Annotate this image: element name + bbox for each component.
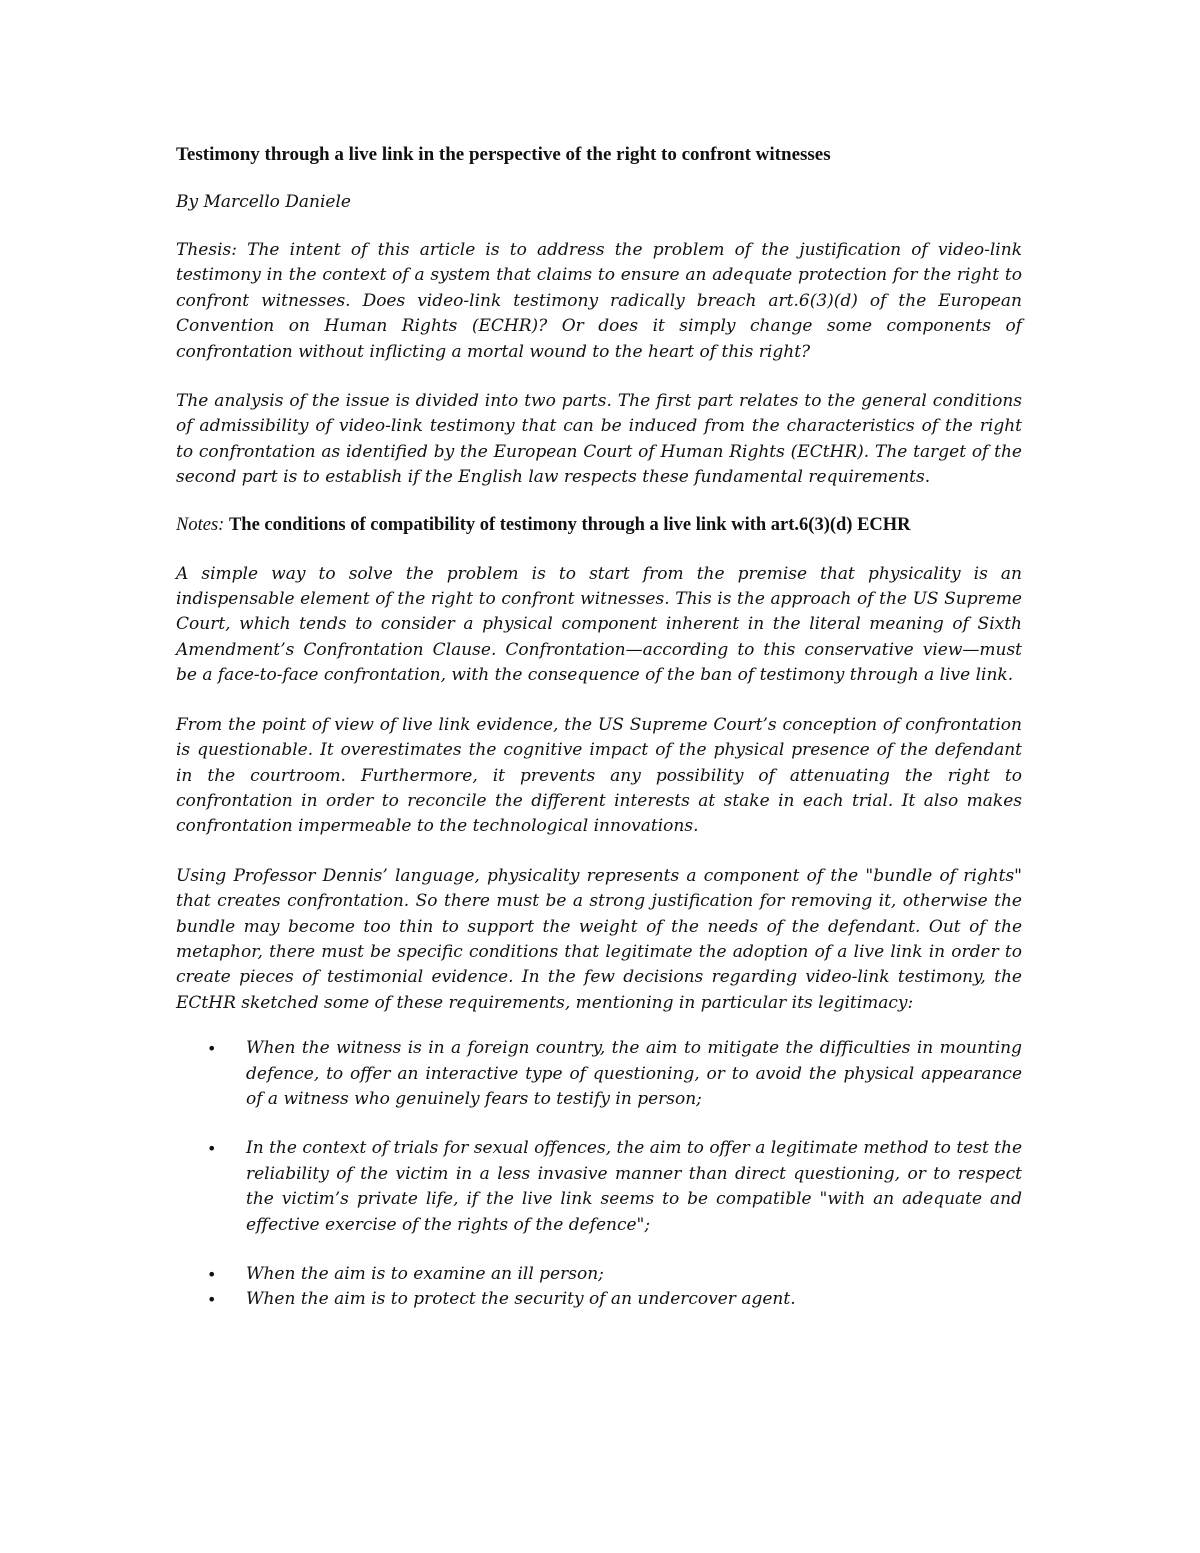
list-item (176, 1036, 1022, 1112)
bullet-icon: • (207, 1265, 217, 1284)
body-paragraph: Using Professor Dennis’ language, physicality represents a component of the "bundle of rights" that creates confrontation. So there must be a strong justification for removing it, otherwise the bundle may become too thin to support the weight of the needs of the defendant. Out of the metaphor, there must be specific conditions that legitimate the adoption of a live link in order to create pieces of testimonial evidence. In the few decisions regarding video-link testimony, the ECtHR sketched some of these requirements, mentioning in particular its legitimacy: (176, 865, 1022, 1013)
list-item-text: In the context of trials for sexual offences, the aim to offer a legitimate method to test the reliability of the victim in a less invasive manner than direct questioning, or to respect the victim’s private life, if the live link seems to be compatible "with an adequate and effective exercise of the rights of the defence"; (246, 1138, 1023, 1235)
list-item (176, 1136, 1022, 1238)
bullet-icon: • (207, 1139, 217, 1159)
bullet-icon: • (207, 1290, 217, 1310)
list-item-text: When the witness is in a foreign country, the aim to mitigate the difficulties in mounting defence, to offer an interactive type of questioning, or to avoid the physical appearance of a witness who genuinely fears to testify in person; (246, 1038, 1022, 1109)
document-title: Testimony through a live link in the perspective of the right to confront witnesses (176, 144, 831, 165)
body-paragraph: A simple way to solve the problem is to start from the premise that physicality is an indispensable element of the right to confront witnesses. This is the approach of the US Supreme Court, which tends to consider a physical component inherent in the literal meaning of Sixth Amendment’s Confrontation Clause. Confrontation—according to this conservative view—must be a face-to-face confrontation, with the consequence of the ban of testimony through a live link. (176, 563, 1022, 686)
notes-label: Notes: (176, 514, 225, 535)
list-item-text: When the aim is to examine an ill person; (246, 1264, 604, 1284)
document-page (176, 130, 1022, 1313)
bullet-icon: • (207, 1039, 217, 1059)
author-byline: By Marcello Daniele (176, 192, 351, 212)
requirements-list (176, 1036, 1022, 1313)
list-item (176, 1287, 1022, 1312)
notes-section-heading (176, 512, 1022, 539)
list-item-text: When the aim is to protect the security of an undercover agent. (246, 1289, 796, 1310)
thesis-paragraph: Thesis: The intent of this article is to address the problem of the justification of video-link testimony in the context of a system that claims to ensure an adequate protection for the right to confront witnesses. Does video-link testimony radically breach art.6(3)(d) of the European Convention on Human Rights (ECHR)? Or does it simply change some components of confrontation without inflicting a mortal wound to the heart of this right? (176, 240, 1022, 362)
body-paragraph: From the point of view of live link evidence, the US Supreme Court’s conception of confrontation is questionable. It overestimates the cognitive impact of the physical presence of the defendant in the courtroom. Furthermore, it prevents any possibility of attenuating the right to confrontation in order to reconcile the different interests at stake in each trial. It also makes confrontation impermeable to the technological innovations. (176, 714, 1022, 837)
notes-heading-text: The conditions of compatibility of testimony through a live link with art.6(3)(d) ECHR (228, 514, 911, 535)
list-item (176, 1262, 1022, 1287)
analysis-paragraph: The analysis of the issue is divided into two parts. The first part relates to the general conditions of admissibility of video-link testimony that can be induced from the characteristics of the right to confrontation as identified by the European Court of Human Rights (ECtHR). The target of the second part is to establish if the English law respects these fundamental requirements. (176, 391, 1022, 488)
